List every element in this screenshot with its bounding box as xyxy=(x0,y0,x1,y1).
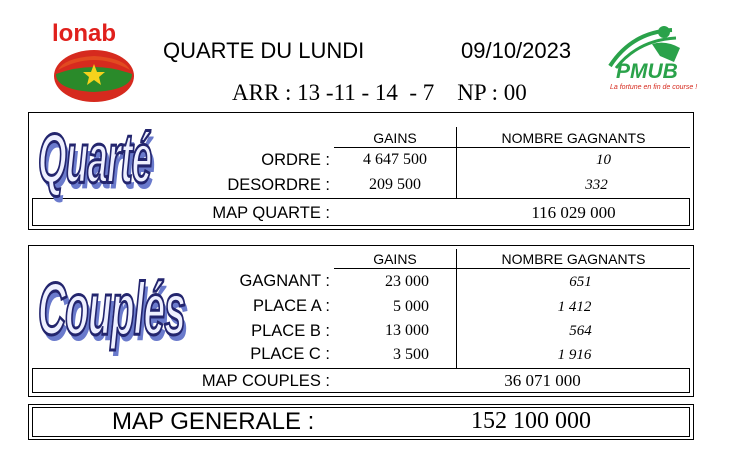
quarte-map-value: 116 029 000 xyxy=(531,203,616,222)
couples-row-gain: 5 000 xyxy=(393,298,429,315)
couples-script-title: Couplés xyxy=(38,270,185,352)
couples-row-count: 564 xyxy=(569,323,592,339)
pmub-tagline: La fortune en fin de course ! xyxy=(610,84,698,91)
quarte-col-count: NOMBRE GAGNANTS xyxy=(501,130,646,146)
couples-row-gain: 13 000 xyxy=(385,322,429,339)
lonab-logo xyxy=(44,20,144,106)
couples-header-divider xyxy=(334,268,690,269)
lonab-logo-text: lonab xyxy=(52,20,116,47)
quarte-row-count: 332 xyxy=(585,177,608,193)
race-date: 09/10/2023 xyxy=(461,38,572,63)
quarte-header-divider xyxy=(334,147,690,148)
couples-row-label: PLACE A : xyxy=(252,297,330,315)
couples-col-count: NOMBRE GAGNANTS xyxy=(501,251,646,267)
couples-row-gain: 23 000 xyxy=(385,273,429,290)
quarte-map-label: MAP QUARTE : xyxy=(212,204,330,222)
arrival-line: ARR : 13 -11 - 14 - 7 NP : 00 xyxy=(232,80,527,105)
couples-row-count: 1 412 xyxy=(557,299,592,315)
couples-map-value: 36 071 000 xyxy=(504,371,581,390)
map-generale-value: 152 100 000 xyxy=(471,408,591,434)
quarte-col-gains: GAINS xyxy=(373,130,417,146)
quarte-row-gain: 209 500 xyxy=(369,176,421,193)
couples-row-label: GAGNANT : xyxy=(239,272,330,290)
quarte-row-label: DESORDRE : xyxy=(227,176,330,194)
couples-row-count: 1 916 xyxy=(557,347,592,363)
quarte-script-title: Quarté xyxy=(38,120,152,198)
couples-row-label: PLACE B : xyxy=(251,322,330,340)
quarte-row-gain: 4 647 500 xyxy=(363,151,427,168)
quarte-row-label: ORDRE : xyxy=(261,151,330,169)
couples-map-label: MAP COUPLES : xyxy=(201,372,330,390)
map-generale-label: MAP GENERALE : xyxy=(112,408,315,435)
couples-row-label: PLACE C : xyxy=(250,345,330,363)
couples-row-count: 651 xyxy=(569,274,592,290)
couples-row-gain: 3 500 xyxy=(393,346,429,363)
page-title: QUARTE DU LUNDI xyxy=(163,38,365,63)
pmub-logo-text: PMUB xyxy=(616,60,678,83)
pmub-logo xyxy=(602,22,698,98)
quarte-row-count: 10 xyxy=(596,152,611,168)
couples-col-gains: GAINS xyxy=(373,251,417,267)
